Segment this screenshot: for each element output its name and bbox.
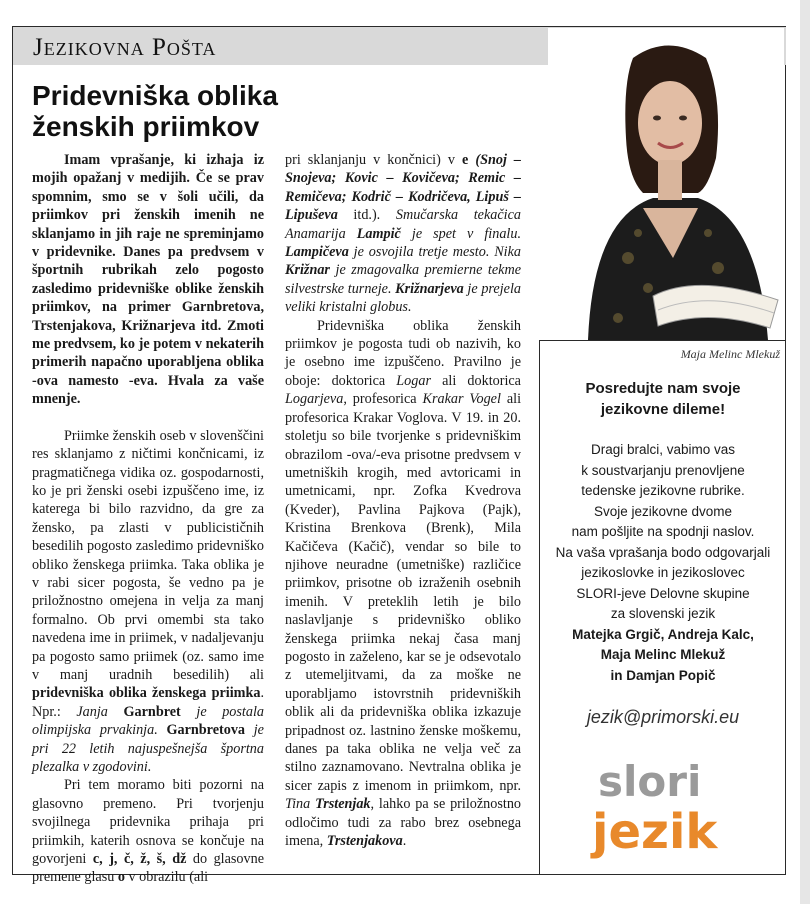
logo-word-1: slori — [598, 757, 702, 806]
logo-word-2: jezik — [592, 804, 718, 860]
answer-text: ali doktorica — [430, 372, 521, 389]
answer-text: itd.). — [337, 207, 396, 224]
author-photo — [548, 28, 784, 340]
example-text: je spet v finalu. — [400, 225, 521, 242]
column-2 — [285, 151, 521, 850]
authors-line: Maja Melinc Mlekuž — [600, 647, 726, 662]
column-1 — [32, 151, 264, 887]
photo-caption: Maja Melinc Mlekuž — [680, 347, 780, 361]
title-line-1: Pridevniška oblika — [32, 80, 278, 111]
example-text: Logar — [396, 372, 431, 389]
example-bold: Križnar — [285, 262, 330, 279]
authors-line: in Damjan Popič — [610, 667, 716, 683]
info-box-content — [545, 378, 781, 686]
answer-bold: c, j, č, ž, š, dž — [92, 851, 187, 868]
info-box-title — [545, 378, 781, 420]
example-name: Janja — [76, 703, 108, 720]
answer-text: do glasovne premene glasu — [32, 851, 265, 886]
authors-line: Matejka Grgič, Andreja Kalc, — [572, 626, 754, 642]
info-line: za slovenski jezik — [610, 606, 716, 621]
example-text: Krakar Vogel — [422, 391, 501, 408]
example-text: je osvojila tretje mesto. Nika — [348, 244, 521, 261]
answer-text: pri sklanjanju v končnici) v — [285, 152, 462, 168]
info-line: tedenske jezikovne rubrike. — [581, 483, 745, 498]
reader-question: Imam vprašanje, ki izhaja iz mojih opažanj v medijih. Če se prav spomnim, smo se v šoli učili, da priimkov pri ženskih imenih ne sklanjamo in jih raje ne spreminjamo v pridevnike. Danes pa predvsem v športnih rubrikah zelo pogosto zasledimo pridevniške oblike ženskih priimkov, na primer Garnbretova, Trstenjakova, Križnarjeva itd. Zmoti me predvsem, ko je potem v nekaterih primerih napačno uporabljena oblika -ova namesto -eva. Hvala za vaše mnenje. — [32, 152, 264, 408]
answer-text: , profesorica — [343, 391, 423, 408]
example-text: je postala olimpijska prvakinja. — [32, 703, 264, 739]
article-title — [32, 80, 332, 142]
example-bold: Trstenjak — [315, 796, 371, 813]
answer-text: , lahko pa se priložnostno odločimo tudi za rabo brez osebnega imena, — [285, 796, 522, 850]
info-line: jezikoslovke in jezikoslovec — [581, 565, 745, 580]
rubric-title: Jezikovna Pošta — [33, 34, 217, 61]
info-box-title-line: jezikovne dileme! — [600, 401, 726, 418]
example-text: je pri 22 letih najuspešnejša športna plezalka v zgodovini. — [32, 722, 264, 775]
answer-paragraph-1 — [32, 427, 264, 777]
example-text: je zmagovalka premierne tekme silvestrske turneje. — [285, 262, 521, 297]
answer-text: v obrazilu (ali — [124, 869, 209, 886]
info-line: Dragi bralci, vabimo vas — [590, 442, 736, 457]
example-bold: Garnbretova — [166, 722, 246, 739]
answer-paragraph-2 — [32, 776, 264, 886]
example-text: Smučarska tekačica Anamarija — [285, 207, 521, 242]
info-line: k soustvarjanju prenovljene — [581, 462, 745, 478]
contact-email[interactable]: jezik@primorski.eu — [586, 707, 740, 727]
example-bold: Garnbret — [123, 703, 181, 720]
info-line: SLORI-jeve Delovne skupine — [576, 585, 750, 601]
answer-bold: pridevniška oblika ženskega priimka — [32, 685, 261, 702]
example-text: Logarjeva — [285, 391, 344, 408]
example-bold: Križnarjeva — [395, 280, 464, 297]
info-line: nam pošljite na spodnji naslov. — [571, 524, 755, 539]
answer-text: . — [402, 833, 407, 850]
example-text: je prejela veliki kristalni globus. — [285, 280, 521, 316]
answer-text: . Npr.: — [32, 685, 264, 720]
portrait-illustration — [548, 28, 784, 340]
answer-text: Pridevniška oblika ženskih priimkov je pogosta tudi ob nazivih, ko je osebno ime izpuščeno. Pravilno je oboje: doktorica — [285, 317, 521, 389]
title-line-2: ženskih priimkov — [32, 111, 260, 142]
info-line: Svoje jezikovne dvome — [593, 503, 733, 519]
answer-text: Pri tem moramo biti pozorni na glasovno premeno. Pri tvorjenju svojilnega pridevnika prihaja pri priimkih, katerih osnova se končuje na govorjeni — [32, 777, 264, 868]
example-bold: Lampič — [356, 225, 401, 242]
example-bold: Lampičeva — [285, 244, 349, 261]
slori-jezik-logo — [580, 752, 750, 862]
example-bold: Trstenjakova — [326, 833, 403, 850]
continued-paragraph — [285, 151, 521, 317]
answer-text: ali profesorica Krakar Voglova. V 19. in 20. stoletju so bile tvorjenke s pridevniškim obrazilom -ova/-eva prisotne predvsem v umetniških krogih, med avtoricami in umetnicami, npr. Zofka Kvedrova (Kveder), Pavlina Pajkova (Pajk), Kristina Brenkova (Brenk), Mila Kačičeva (Kačič), vendar so bile to njihove neuradne (umetniške) različice priimkov, prisotne ob izraženih osebnih imenih. V preteklih letih je bilo naslavljanje s pridevniško obliko ženskega priimka nekaj časa manj pogosto in zaželeno, kar se je odsevotalo z utemeljitvami, da za moške ne uporabljamo istovrstnih pridevniških oblik ali da pridevniška oblika izkazuje pripadnost oz. lastnino ženske moškemu, danes pa taka oblika ne velja več za stilno zaznamovano. Nevtralna oblika je sicer zapis z imenom in priimkom, npr. — [285, 391, 522, 794]
answer-text: Priimke ženskih oseb v slovenščini res sklanjamo z ničtimi končnicami, iz pragmatičnega vidika oz. gospodarnosti, ko je pri ženski osebi izpuščeno ime, iz katerega bi bilo razvidno, da gre za žensko, pa zlasti v publicističnih besedilih pogosto zasledimo pridevniško obliko ženskega priimka. Taka oblika je v rabi sicer pogosta, še vedno pa je priložnostno omejena in velja za manj formalno. Ob prvi omembi sta tako navedena ime in priimek, v nadaljevanju pa pogosto samo priimek (oz. samo ime v manj uradnih besedilih) ali — [32, 427, 264, 683]
info-line: Na vaša vprašanja bodo odgovarjali — [555, 544, 771, 560]
examples-list: (Snoj – Snojeva; Kovic – Kovičeva; Remic – Remičeva; Kodrič – Kodričeva, Lipuš – Lipuševa — [285, 152, 522, 224]
info-box-title-line: Posredujte nam svoje — [585, 380, 741, 397]
info-box-body — [545, 440, 781, 686]
page-edge — [800, 0, 810, 904]
example-text: Tina — [285, 796, 311, 813]
answer-paragraph-3 — [285, 317, 521, 851]
answer-bold: e — [462, 152, 469, 168]
answer-bold: o — [117, 869, 125, 886]
